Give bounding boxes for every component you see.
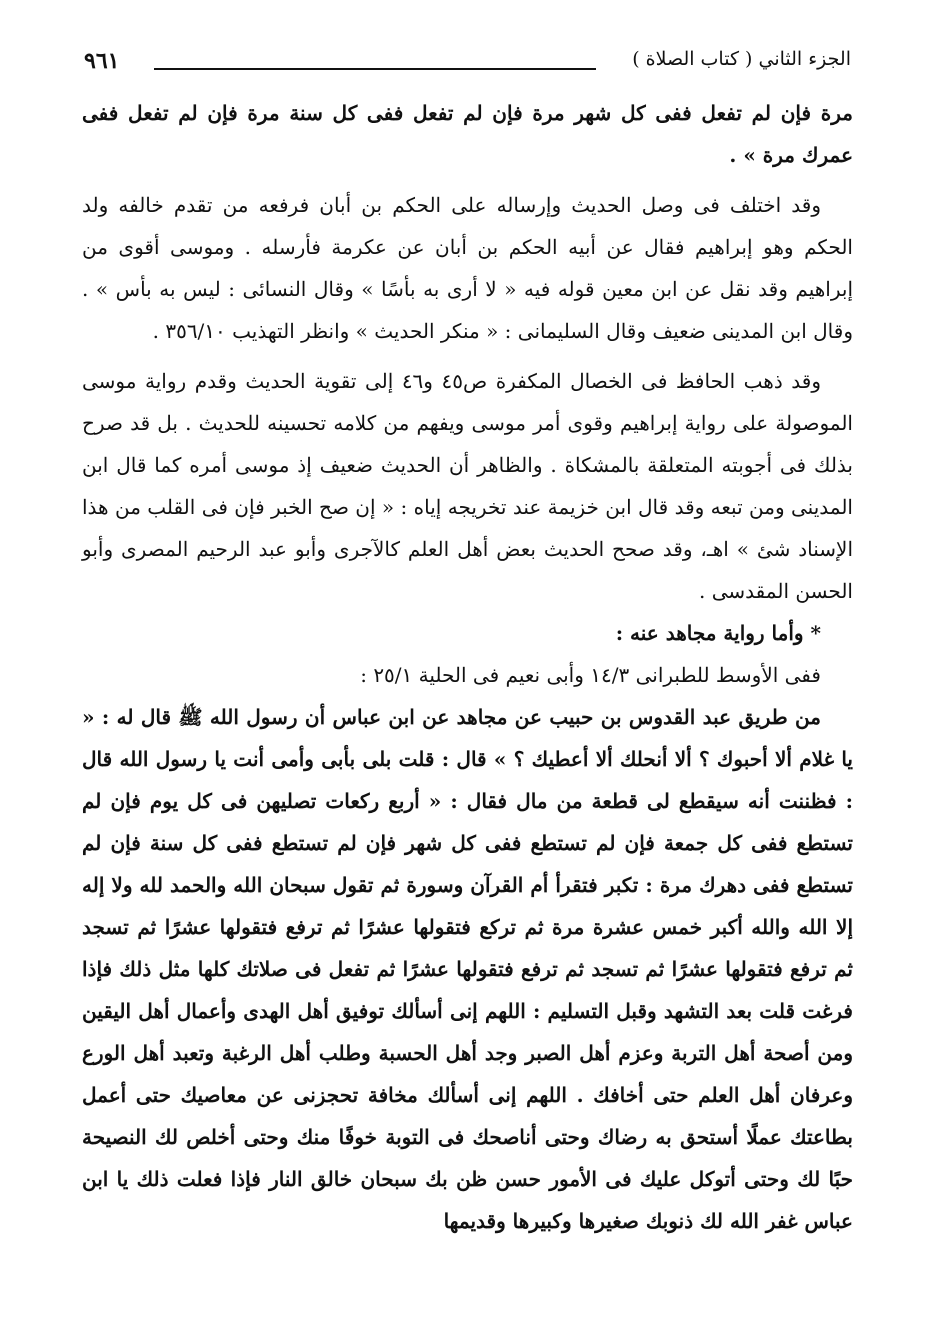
paragraph-source-reference: ففى الأوسط للطبرانى ١٤/٣ وأبى نعيم فى الحلية ٢٥/١ :	[360, 663, 821, 687]
header-rule	[154, 68, 596, 70]
section-heading: * وأما رواية مجاهد عنه :	[615, 621, 821, 645]
paragraph-hadith-ending: مرة فإن لم تفعل ففى كل شهر مرة فإن لم تفعل ففى كل سنة مرة فإن لم تفعل ففى عمرك مرة » .	[82, 101, 853, 167]
page-number: ٩٦١	[84, 48, 120, 74]
paragraph-hadith-text: من طريق عبد القدوس بن حبيب عن مجاهد عن ابن عباس أن رسول الله ﷺ قال له : « يا غلام ألا أحبوك ؟ ألا أنحلك ألا أعطيك ؟ » قال : قلت بلى بأبى وأمى أنت يا رسول الله قال : فظننت أنه سيقطع لى قطعة من مال فقال : « أربع ركعات تصليهن فى كل يوم فإن لم تستطع ففى كل جمعة فإن لم تستطع ففى كل شهر فإن لم تستطع ففى كل سنة فإن لم تستطع ففى دهرك مرة : تكبر فتقرأ أم القرآن وسورة ثم تقول سبحان الله والحمد لله ولا إله إلا الله والله أكبر خمس عشرة مرة ثم تركع فتقولها عشرًا ثم ترفع فتقولها عشرًا ثم تسجد ثم ترفع فتقولها عشرًا ثم تسجد ثم ترفع فتقولها عشرًا ثم تفعل فى صلاتك كلها مثل ذلك فإذا فرغت قلت بعد التشهد وقبل التسليم : اللهم إنى أسألك توفيق أهل الهدى وأعمال أهل اليقين ومن أصحة أهل التربة وعزم أهل الصبر وجد أهل الحسبة وطلب أهل الرغبة وتعبد أهل الورع وعرفان أهل العلم حتى أخافك . اللهم إنى أسألك مخافة تحجزنى عن معاصيك حتى أعمل بطاعتك عملًا أستحق به رضاك وحتى أناصحك فى التوبة خوفًا منك وحتى أخلص لك النصيحة حبًا لك وحتى أتوكل عليك فى الأمور حسن ظن بك سبحان خالق النار فإذا فعلت ذلك يا ابن عباس غفر الله لك ذنوبك صغيرها وكبيرها وقديمها	[82, 705, 853, 1233]
paragraph-isnad-discussion: وقد اختلف فى وصل الحديث وإرساله على الحكم بن أبان فرفعه من تقدم خالفه ولد الحكم وهو إبراهيم فقال عن أبيه الحكم بن أبان عن عكرمة فأرسله . وموسى أقوى من إبراهيم وقد نقل عن ابن معين قوله فيه « لا أرى به بأسًا » وقال النسائى : ليس به بأس » . وقال ابن المدينى ضعيف وقال السليمانى : « منكر الحديث » وانظر التهذيب ٣٥٦/١٠ .	[82, 193, 853, 343]
paragraph-hafiz-opinion: وقد ذهب الحافظ فى الخصال المكفرة ص٤٥ و٤٦ إلى تقوية الحديث وقدم رواية موسى الموصولة على رواية إبراهيم وقوى أمر موسى ويفهم من كلامه تحسينه للحديث . بل قد صرح بذلك فى أجوبته المتعلقة بالمشكاة . والظاهر أن الحديث ضعيف إذ موسى أمره كما قال ابن المدينى ومن تبعه وقد قال ابن خزيمة عند تخريجه إياه : « إن صح الخبر فإن فى القلب من هذا الإسناد شئ » اهـ، وقد صحح الحديث بعض أهل العلم كالآجرى وأبو عبد الرحيم المصرى وأبو الحسن المقدسى .	[82, 369, 853, 603]
page-body	[82, 92, 853, 1242]
spacer	[82, 176, 853, 184]
page-header	[84, 44, 851, 84]
spacer	[82, 352, 853, 360]
running-title: الجزء الثاني ( كتاب الصلاة )	[632, 48, 851, 70]
